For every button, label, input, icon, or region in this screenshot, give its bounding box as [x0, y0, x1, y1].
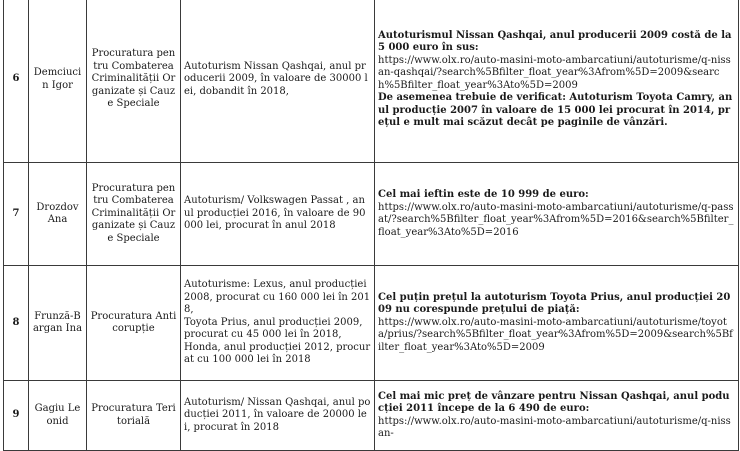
asset-description: Autoturism Nissan Qashqai, anul producerii 2009, în valoare de 30000 lei, dobandit în 2018, [181, 0, 375, 163]
asset-line: Autoturisme: Lexus, anul producției 2008, procurat cu 160 000 lei în 2018, [184, 279, 371, 316]
note-link[interactable]: https://www.olx.ro/auto-masini-moto-ambarcatiuni/autoturisme/toyota/prius/?search%5Bfilter_float_year%3Afrom%5D=2009&search%5Bfilter_float_year%3Ato%5D=2009 [378, 316, 733, 353]
asset-line: Toyota Prius, anul producției 2009, procurat cu 45 000 lei în 2018, [184, 316, 363, 341]
table-row [4, 381, 739, 451]
note-title: Autoturismul Nissan Qashqai, anul producerii 2009 costă de la 5 000 euro în sus: [378, 29, 732, 53]
table-row [4, 266, 739, 381]
note-link[interactable]: https://www.olx.ro/auto-masini-moto-ambarcatiuni/autoturisme/q-passat/?search%5Bfilter_float_year%3Afrom%5D=2016&search%5Bfilter_float_year%3Ato%5D=2016 [378, 201, 734, 238]
asset-description [181, 266, 375, 381]
table-row [4, 0, 739, 163]
person-name: Demciucin Igor [29, 0, 87, 163]
verification-note [375, 163, 739, 266]
note-title: Cel mai ieftin este de 10 999 de euro: [378, 189, 589, 200]
person-name: Gagiu Leonid [29, 381, 87, 451]
agency-name: Procuratura pentru Combaterea Criminalității Organizate și Cauze Speciale [87, 163, 181, 266]
asset-line: Honda, anul producției 2012, procurat cu 100 000 lei în 2018 [184, 341, 371, 366]
asset-description: Autoturism/ Volkswagen Passat , anul producției 2016, în valoare de 90000 lei, procurat în anul 2018 [181, 163, 375, 266]
agency-name: Procuratura Anticorupție [87, 266, 181, 381]
agency-name: Procuratura Teritorială [87, 381, 181, 451]
row-number: 7 [4, 163, 29, 266]
verification-note [375, 266, 739, 381]
note-title: Cel mai mic preț de vânzare pentru Nissan Qashqai, anul poducției 2011 începe de la 6 490 de euro: [378, 390, 730, 414]
row-number: 6 [4, 0, 29, 163]
table-row [4, 163, 739, 266]
agency-name: Procuratura pentru Combaterea Criminalității Organizate și Cauze Speciale [87, 0, 181, 163]
row-number: 8 [4, 266, 29, 381]
asset-description: Autoturism/ Nissan Qashqai, anul poducției 2011, în valoare de 20000 lei, procurat în 2018 [181, 381, 375, 451]
row-number: 9 [4, 381, 29, 451]
verification-note [375, 381, 739, 451]
verification-note [375, 0, 739, 163]
note-link[interactable]: https://www.olx.ro/auto-masini-moto-ambarcatiuni/autoturisme/q-nissan- [378, 415, 731, 439]
person-name: Frunză-Bargan Ina [29, 266, 87, 381]
note-title: Cel puțin prețul la autoturism Toyota Prius, anul producției 2009 nu corespunde prețului de piață: [378, 291, 731, 316]
person-name: Drozdov Ana [29, 163, 87, 266]
note-extra: De asemenea trebuie de verificat: Autoturism Toyota Camry, anul producție 2007 în valoare de 15 000 lei procurat în 2014, prețul e mult mai scăzut decât pe paginile de vânzări. [378, 92, 733, 128]
note-link[interactable]: https://www.olx.ro/auto-masini-moto-ambarcatiuni/autoturisme/q-nissan-qashqai/?search%5Bfilter_float_year%3Afrom%5D=2009&search%5Bfilter_float_year%3Ato%5D=2009 [378, 54, 731, 91]
declarations-table [3, 0, 739, 451]
